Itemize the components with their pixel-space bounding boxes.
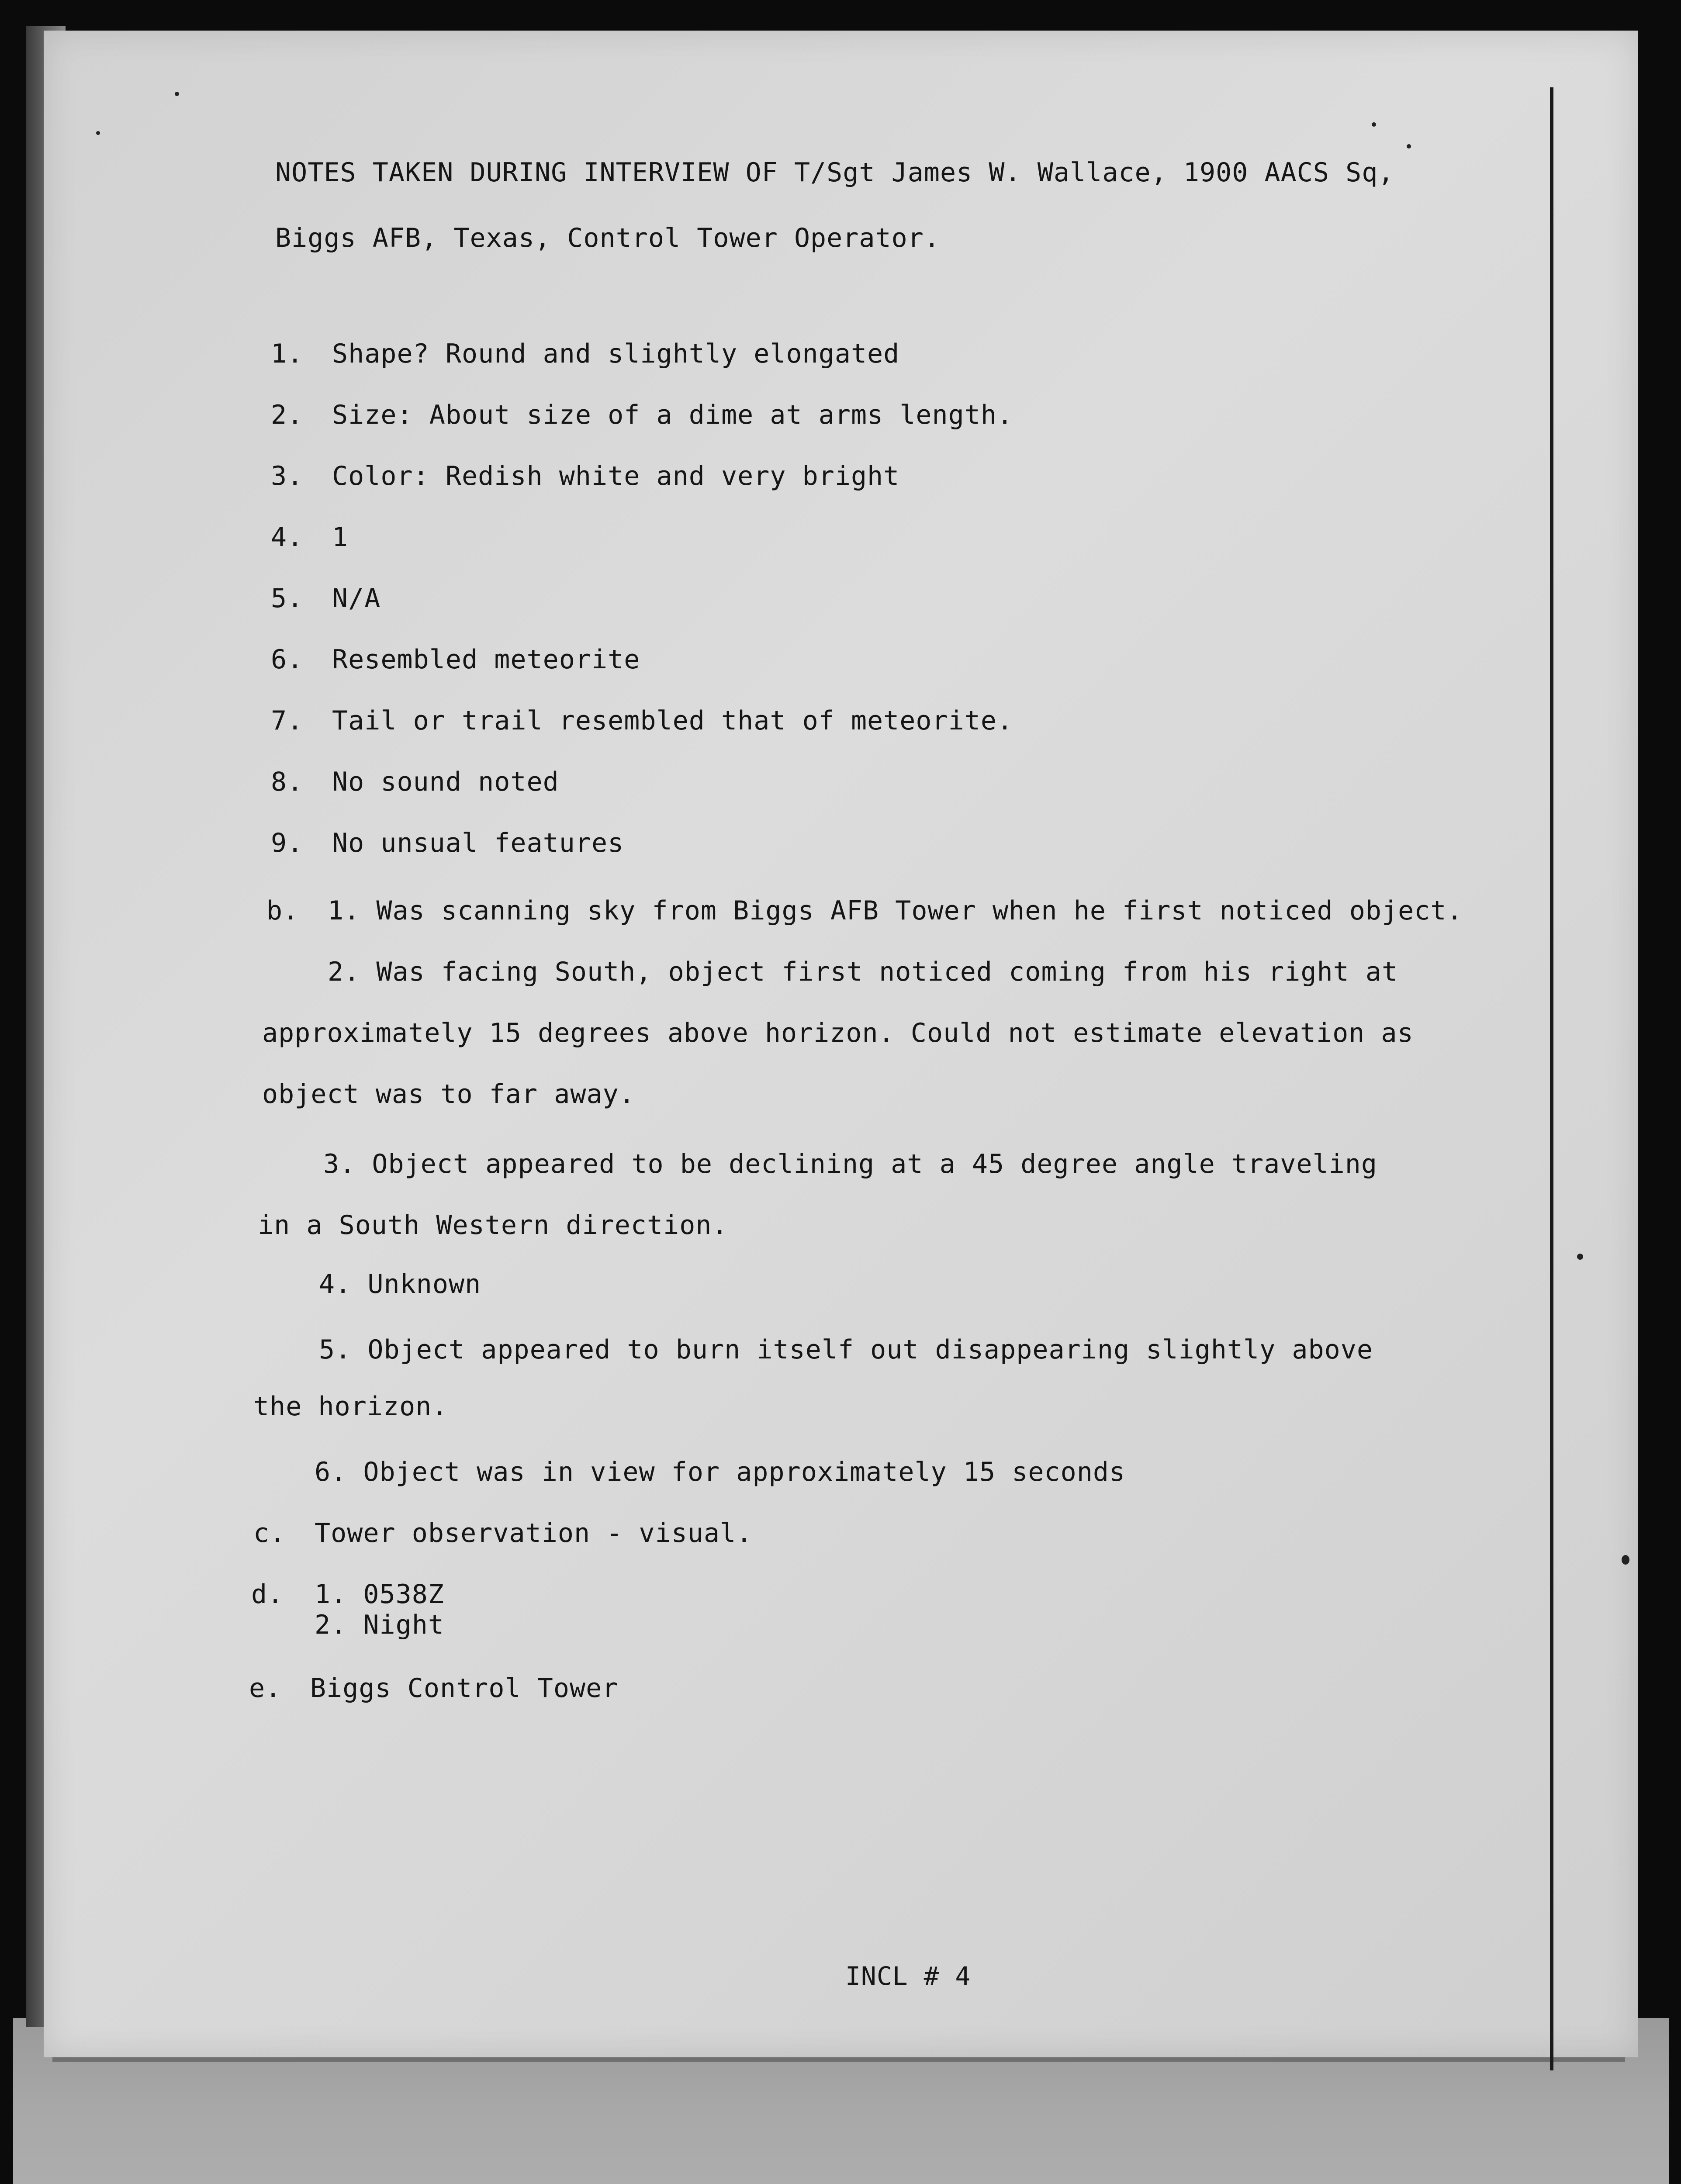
item-number: 4.: [271, 522, 304, 553]
section-b-para-2-line-1: 2. Was facing South, object first noticed coming from his right at: [328, 957, 1398, 987]
item-text: Size: About size of a dime at arms length.: [332, 400, 1013, 430]
section-d-line-1: 1. 0538Z: [315, 1579, 444, 1610]
item-text: Shape? Round and slightly elongated: [332, 339, 900, 369]
header-line-2: Biggs AFB, Texas, Control Tower Operator.: [275, 223, 941, 253]
section-b-para-5-line-2: the horizon.: [253, 1391, 448, 1422]
section-d-line-2: 2. Night: [315, 1610, 444, 1640]
item-number: 6.: [271, 644, 304, 675]
item-text: Color: Redish white and very bright: [332, 461, 900, 491]
section-b-para-6: 6. Object was in view for approximately 15 seconds: [315, 1457, 1126, 1487]
section-d-label: d.: [251, 1579, 284, 1610]
item-number: 1.: [271, 339, 304, 369]
section-b-para-4: 4. Unknown: [319, 1269, 481, 1299]
item-text: No sound noted: [332, 767, 559, 797]
section-c-text: Tower observation - visual.: [315, 1518, 753, 1548]
item-number: 3.: [271, 461, 304, 491]
section-e-label: e.: [249, 1673, 282, 1704]
item-number: 8.: [271, 767, 304, 797]
section-b-para-3-line-1: 3. Object appeared to be declining at a 45 degree angle traveling: [323, 1149, 1377, 1179]
item-number: 7.: [271, 705, 304, 736]
section-e-text: Biggs Control Tower: [310, 1673, 619, 1704]
header-line-1: NOTES TAKEN DURING INTERVIEW OF T/Sgt James W. Wallace, 1900 AACS Sq,: [275, 157, 1394, 188]
inclosure-label: INCL # 4: [845, 1961, 971, 1991]
section-b-label: b.: [266, 895, 299, 926]
section-b-para-2-line-3: object was to far away.: [262, 1079, 635, 1109]
section-b-para-1: 1. Was scanning sky from Biggs AFB Tower when he first noticed object.: [328, 895, 1463, 926]
item-text: 1: [332, 522, 349, 553]
section-c-label: c.: [253, 1518, 286, 1548]
section-b-para-3-line-2: in a South Western direction.: [258, 1210, 728, 1241]
item-number: 2.: [271, 400, 304, 430]
section-b-para-2-line-2: approximately 15 degrees above horizon. Could not estimate elevation as: [262, 1018, 1414, 1048]
item-text: No unsual features: [332, 828, 624, 858]
item-text: Resembled meteorite: [332, 644, 640, 675]
item-number: 9.: [271, 828, 304, 858]
item-text: N/A: [332, 583, 381, 614]
item-text: Tail or trail resembled that of meteorite.: [332, 705, 1013, 736]
section-b-para-5-line-1: 5. Object appeared to burn itself out disappearing slightly above: [319, 1334, 1373, 1365]
item-number: 5.: [271, 583, 304, 614]
